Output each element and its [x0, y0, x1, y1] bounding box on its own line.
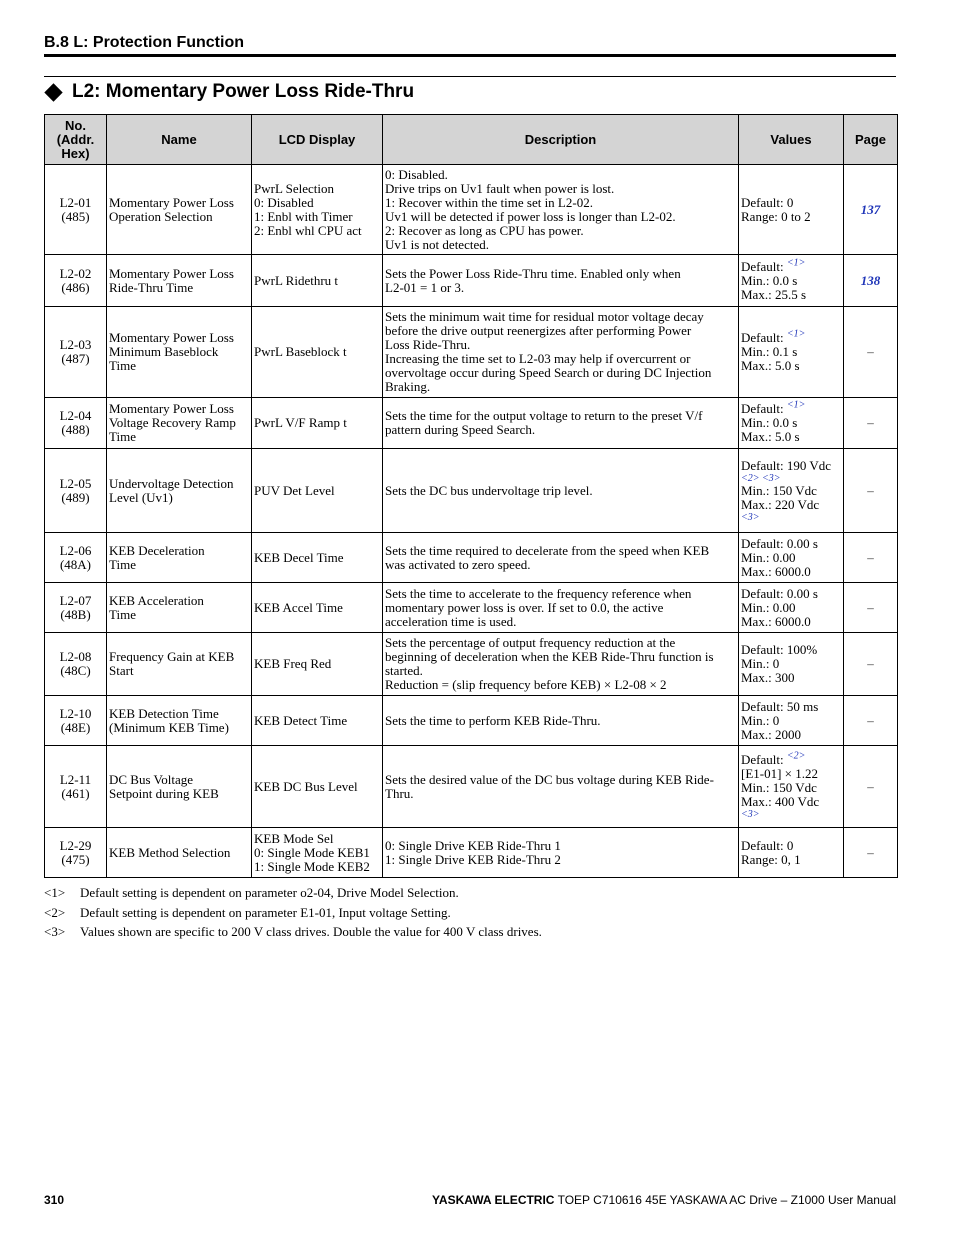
parameter-group-title	[44, 80, 414, 104]
values-text: Max.: 25.5 s	[741, 286, 806, 302]
param-name-line: Time	[109, 556, 136, 572]
values-text: Default: 190 Vdc	[741, 457, 832, 473]
page-reference	[844, 746, 898, 828]
page-number: 310	[44, 1193, 65, 1207]
lcd-display-line: 0: Single Mode KEB1	[254, 844, 370, 860]
param-number-line: L2-08	[59, 649, 92, 664]
values-line	[741, 700, 841, 714]
table-row	[45, 255, 898, 307]
param-number-line: (475)	[61, 851, 90, 867]
param-values	[739, 165, 844, 255]
values-line	[741, 196, 841, 210]
values-text: Min.: 0	[741, 712, 780, 728]
param-description-line: Braking.	[385, 379, 431, 394]
values-line	[741, 430, 841, 444]
param-number	[45, 307, 107, 398]
param-description	[383, 307, 739, 398]
lcd-display	[252, 696, 383, 746]
values-text: Max.: 400 Vdc	[741, 794, 820, 809]
param-values	[739, 746, 844, 828]
values-line	[741, 767, 841, 781]
values-text: Default: 50 ms	[741, 698, 819, 714]
footnote-mark: <1>	[44, 885, 66, 900]
table-row	[45, 398, 898, 449]
column-header-lcd: LCD Display	[252, 115, 383, 165]
values-text: Min.: 0.00	[741, 549, 796, 565]
param-name-line: (Minimum KEB Time)	[109, 719, 229, 735]
param-number-line: L2-05	[59, 475, 92, 491]
values-line	[741, 714, 841, 728]
param-description-line: Sets the minimum wait time for residual motor voltage decay	[385, 309, 704, 324]
table-body	[45, 165, 898, 878]
param-name-line: KEB Method Selection	[109, 844, 231, 860]
param-values	[739, 633, 844, 696]
param-description-line: Sets the DC bus undervoltage trip level.	[385, 482, 593, 498]
values-text: Max.: 2000	[741, 726, 801, 742]
param-description	[383, 165, 739, 255]
param-description-line: beginning of deceleration when the KEB Ride-Thru function is	[385, 649, 714, 664]
values-line	[741, 359, 841, 373]
values-text: Min.: 150 Vdc	[741, 780, 817, 795]
param-name	[107, 533, 252, 583]
param-values	[739, 583, 844, 633]
values-note-ref[interactable]: <1>	[786, 328, 806, 340]
param-number-line: L2-10	[59, 705, 92, 721]
values-line	[741, 643, 841, 657]
param-number-line: (486)	[61, 279, 90, 295]
param-name-line: Frequency Gain at KEB	[109, 649, 235, 664]
values-line	[741, 565, 841, 579]
param-values	[739, 255, 844, 307]
footnotes	[44, 883, 896, 942]
values-text: Min.: 0.0 s	[741, 272, 798, 288]
param-number-line: (48A)	[59, 556, 92, 572]
table-row	[45, 449, 898, 533]
values-line	[741, 345, 841, 359]
page-reference	[844, 307, 898, 398]
values-line	[741, 781, 841, 795]
lcd-display-line: PwrL Selection	[254, 180, 335, 196]
page-reference	[844, 533, 898, 583]
param-values	[739, 449, 844, 533]
param-name	[107, 165, 252, 255]
parameter-table	[44, 114, 898, 878]
lcd-display-line: 2: Enbl whl CPU act	[254, 222, 362, 238]
param-number-line: (48E)	[60, 719, 91, 735]
values-text: Default: 0.00 s	[741, 535, 818, 551]
note-text: <3>	[741, 511, 760, 523]
lcd-display	[252, 165, 383, 255]
page-reference[interactable]	[844, 165, 898, 255]
values-text: Max.: 220 Vdc	[741, 496, 820, 512]
param-description-line: Sets the time to accelerate to the frequency reference when	[385, 585, 692, 601]
title-text: L2: Momentary Power Loss Ride-Thru	[72, 81, 415, 102]
param-name	[107, 398, 252, 449]
table-row	[45, 633, 898, 696]
footnote-text: Default setting is dependent on parameter o2-04, Drive Model Selection.	[80, 885, 459, 900]
values-text: Max.: 6000.0	[741, 613, 811, 629]
table-row	[45, 583, 898, 633]
param-name-line: KEB Detection Time	[109, 705, 219, 721]
page-dash: –	[867, 599, 874, 615]
lcd-display	[252, 307, 383, 398]
values-line	[741, 210, 841, 224]
param-name	[107, 255, 252, 307]
param-name-line: Start	[109, 663, 134, 678]
table-row	[45, 307, 898, 398]
page-reference	[844, 449, 898, 533]
column-header-name: Name	[107, 115, 252, 165]
column-header-no: No. (Addr. Hex)	[45, 115, 107, 165]
values-line	[741, 484, 841, 498]
values-line	[741, 795, 841, 809]
values-text: Default:	[741, 401, 787, 416]
page-reference	[844, 696, 898, 746]
param-number-line: L2-04	[59, 408, 92, 423]
values-text: Min.: 0.00	[741, 599, 796, 615]
footnote-mark: <2>	[44, 904, 66, 920]
param-description-line: 1: Single Drive KEB Ride-Thru 2	[385, 851, 561, 867]
values-line	[741, 399, 841, 416]
param-name	[107, 583, 252, 633]
manual-reference	[432, 1193, 896, 1207]
page-dash: –	[867, 778, 874, 794]
param-description-line: Sets the time for the output voltage to return to the preset V/f	[385, 408, 703, 423]
param-number-line: L2-06	[59, 542, 92, 558]
param-description-line: L2-01 = 1 or 3.	[385, 279, 465, 295]
param-description-line: 1: Recover within the time set in L2-02.	[385, 194, 593, 210]
param-description-line: Uv1 is not detected.	[385, 236, 489, 252]
lcd-display-line: 1: Single Mode KEB2	[254, 858, 370, 874]
param-description-line: Sets the Power Loss Ride-Thru time. Enabled only when	[385, 265, 681, 281]
values-line	[741, 657, 841, 671]
param-number	[45, 633, 107, 696]
param-number-line: L2-01	[59, 194, 92, 210]
page-dash: –	[867, 656, 874, 671]
param-description-line: Increasing the time set to L2-03 may help if overcurrent or	[385, 351, 691, 366]
page-dash: –	[867, 344, 874, 359]
footnote-mark: <3>	[44, 924, 66, 939]
param-values	[739, 533, 844, 583]
values-text: Max.: 5.0 s	[741, 358, 800, 373]
lcd-display	[252, 398, 383, 449]
param-description-line: pattern during Speed Search.	[385, 422, 536, 437]
param-number-line: L2-03	[59, 337, 92, 352]
param-number	[45, 746, 107, 828]
param-values	[739, 828, 844, 878]
column-header-description: Description	[383, 115, 739, 165]
values-line	[741, 328, 841, 345]
param-description-line: was activated to zero speed.	[385, 556, 531, 572]
param-number-line: (485)	[61, 208, 90, 224]
param-values	[739, 398, 844, 449]
page-dash: –	[867, 549, 874, 565]
param-description-line: Sets the percentage of output frequency reduction at the	[385, 635, 676, 650]
values-line	[741, 587, 841, 601]
param-description-line: Thru.	[385, 785, 414, 801]
param-number-line: (489)	[61, 489, 90, 505]
page-dash: –	[867, 844, 874, 860]
values-line	[741, 274, 841, 288]
lcd-display-line: 1: Enbl with Timer	[254, 208, 353, 224]
table-row	[45, 696, 898, 746]
param-description	[383, 255, 739, 307]
values-line	[741, 416, 841, 430]
lcd-display-line: KEB DC Bus Level	[254, 778, 358, 794]
values-line	[741, 671, 841, 685]
values-line	[741, 728, 841, 742]
param-description-line: Sets the desired value of the DC bus voltage during KEB Ride-	[385, 771, 714, 787]
param-description-line: acceleration time is used.	[385, 613, 517, 629]
values-text: Min.: 0.0 s	[741, 415, 798, 430]
values-note-ref[interactable]: <1>	[786, 257, 806, 269]
lcd-display	[252, 828, 383, 878]
param-name-line: Level (Uv1)	[109, 489, 173, 505]
param-description-line: before the drive output reenergizes after performing Power	[385, 323, 692, 338]
note-text: <2> <3>	[741, 472, 781, 484]
values-text: Default:	[741, 258, 787, 274]
param-values	[739, 696, 844, 746]
param-number-line: L2-11	[59, 771, 92, 787]
values-text: Range: 0, 1	[741, 851, 801, 867]
page-footer	[44, 1193, 896, 1211]
values-line	[741, 853, 841, 867]
param-name-line: Minimum Baseblock	[109, 344, 219, 359]
footnote-3	[44, 922, 896, 942]
param-description	[383, 583, 739, 633]
param-name-line: Time	[109, 606, 136, 622]
footnote-text: Default setting is dependent on parameter E1-01, Input voltage Setting.	[80, 904, 451, 920]
param-description-line: 2: Recover as long as CPU has power.	[385, 222, 584, 238]
param-name-line: Voltage Recovery Ramp	[109, 415, 236, 430]
param-name-line: KEB Acceleration	[109, 592, 204, 608]
page-reference	[844, 583, 898, 633]
values-note-ref	[741, 512, 841, 523]
values-text: Range: 0 to 2	[741, 208, 811, 224]
lcd-display-line: PwrL Baseblock t	[254, 344, 347, 359]
lcd-display	[252, 583, 383, 633]
param-description	[383, 633, 739, 696]
footnote-2	[44, 903, 896, 923]
param-name	[107, 307, 252, 398]
table-header-row	[45, 115, 898, 165]
diamond-bullet-icon	[44, 83, 62, 101]
values-text: [E1-01] × 1.22	[741, 766, 819, 781]
column-header-page: Page	[844, 115, 898, 165]
param-number	[45, 449, 107, 533]
note-text: <3>	[741, 809, 760, 820]
page-link[interactable]: 138	[860, 272, 881, 288]
values-note-ref	[741, 809, 841, 820]
table-row	[45, 533, 898, 583]
lcd-display-line: KEB Mode Sel	[254, 830, 334, 846]
param-name	[107, 633, 252, 696]
page-reference	[844, 633, 898, 696]
values-text: Default:	[741, 330, 787, 345]
param-description-line: Drive trips on Uv1 fault when power is lost.	[385, 180, 615, 196]
page-dash: –	[867, 415, 874, 430]
footnote-1	[44, 883, 896, 903]
param-description	[383, 696, 739, 746]
param-description-line: Loss Ride-Thru.	[385, 337, 471, 352]
param-description-line: Uv1 will be detected if power loss is longer than L2-02.	[385, 208, 676, 224]
page-link[interactable]: 137	[860, 201, 881, 217]
lcd-display-line: PUV Det Level	[254, 482, 335, 498]
values-line	[741, 537, 841, 551]
values-line	[741, 459, 841, 473]
values-text: Default: 0	[741, 837, 794, 853]
column-header-values: Values	[739, 115, 844, 165]
values-text: Default:	[741, 752, 787, 767]
param-number	[45, 696, 107, 746]
param-description-line: 0: Disabled.	[385, 166, 448, 182]
lcd-display-line: PwrL V/F Ramp t	[254, 415, 347, 430]
lcd-display-line: KEB Freq Red	[254, 656, 332, 671]
param-number	[45, 398, 107, 449]
lcd-display	[252, 533, 383, 583]
param-name-line: Ride-Thru Time	[109, 279, 194, 295]
param-number-line: (461)	[61, 785, 90, 801]
section-header: B.8 L: Protection Function	[44, 34, 244, 51]
values-text: Default: 0	[741, 194, 794, 210]
page-dash: –	[867, 482, 874, 498]
lcd-display-line: 0: Disabled	[254, 194, 314, 210]
values-line	[741, 288, 841, 302]
param-name-line: Momentary Power Loss	[109, 194, 234, 210]
param-name-line: Operation Selection	[109, 208, 213, 224]
values-line	[741, 750, 841, 767]
param-name-line: Momentary Power Loss	[109, 401, 234, 416]
param-number	[45, 533, 107, 583]
values-line	[741, 257, 841, 274]
lcd-display-line: PwrL Ridethru t	[254, 272, 339, 288]
param-description	[383, 449, 739, 533]
values-note-ref[interactable]: <2>	[786, 750, 806, 762]
param-description	[383, 746, 739, 828]
param-description-line: overvoltage occur during Speed Search or during DC Injection	[385, 365, 712, 380]
param-number-line: L2-02	[59, 265, 92, 281]
table-row	[45, 828, 898, 878]
values-text: Max.: 5.0 s	[741, 429, 800, 444]
page-dash: –	[867, 712, 874, 728]
values-text: Min.: 0.1 s	[741, 344, 798, 359]
values-text: Max.: 300	[741, 670, 795, 685]
param-number-line: (487)	[61, 351, 90, 366]
lcd-display-line: KEB Accel Time	[254, 599, 343, 615]
values-line	[741, 615, 841, 629]
param-number-line: (48C)	[60, 663, 91, 678]
param-description-line: Sets the time to perform KEB Ride-Thru.	[385, 712, 601, 728]
param-name	[107, 746, 252, 828]
param-number	[45, 828, 107, 878]
header-rule-thin	[44, 76, 896, 77]
values-note-ref[interactable]: <1>	[786, 399, 806, 411]
param-description-line: started.	[385, 663, 423, 678]
lcd-display	[252, 746, 383, 828]
param-description	[383, 398, 739, 449]
param-name	[107, 449, 252, 533]
lcd-display-line: KEB Decel Time	[254, 549, 344, 565]
values-line	[741, 839, 841, 853]
param-name-line: Time	[109, 429, 136, 444]
param-number	[45, 165, 107, 255]
lcd-display	[252, 633, 383, 696]
param-description	[383, 533, 739, 583]
values-text: Min.: 150 Vdc	[741, 482, 817, 498]
param-description-line: 0: Single Drive KEB Ride-Thru 1	[385, 837, 561, 853]
page-reference	[844, 398, 898, 449]
param-description	[383, 828, 739, 878]
param-name	[107, 696, 252, 746]
param-name-line: Undervoltage Detection	[109, 475, 234, 491]
values-line	[741, 551, 841, 565]
param-description-line: Sets the time required to decelerate from the speed when KEB	[385, 542, 710, 558]
values-text: Default: 0.00 s	[741, 585, 818, 601]
param-number	[45, 583, 107, 633]
values-text: Min.: 0	[741, 656, 780, 671]
param-number	[45, 255, 107, 307]
param-description-line: momentary power loss is over. If set to 0.0, the active	[385, 599, 664, 615]
param-name-line: DC Bus Voltage	[109, 771, 194, 787]
param-name	[107, 828, 252, 878]
param-name-line: Setpoint during KEB	[109, 785, 219, 801]
footnote-text: Values shown are specific to 200 V class drives. Double the value for 400 V class drives.	[80, 924, 542, 939]
param-number-line: (488)	[61, 422, 90, 437]
param-name-line: Time	[109, 358, 136, 373]
param-name-line: Momentary Power Loss	[109, 330, 234, 345]
values-text: Max.: 6000.0	[741, 563, 811, 579]
company-name: YASKAWA ELECTRIC	[432, 1193, 555, 1207]
lcd-display	[252, 255, 383, 307]
values-line	[741, 601, 841, 615]
param-name-line: Momentary Power Loss	[109, 265, 234, 281]
lcd-display-line: KEB Detect Time	[254, 712, 348, 728]
table-row	[45, 165, 898, 255]
param-description-line: Reduction = (slip frequency before KEB) × L2-08 × 2	[385, 677, 667, 692]
page-reference	[844, 828, 898, 878]
page-reference[interactable]	[844, 255, 898, 307]
param-number-line: (48B)	[60, 606, 91, 622]
param-values	[739, 307, 844, 398]
values-text: Default: 100%	[741, 642, 818, 657]
param-name-line: KEB Deceleration	[109, 542, 205, 558]
param-number-line: L2-07	[59, 592, 92, 608]
table-row	[45, 746, 898, 828]
values-line	[741, 498, 841, 512]
lcd-display	[252, 449, 383, 533]
param-number-line: L2-29	[59, 837, 92, 853]
header-rule	[44, 54, 896, 57]
manual-title: TOEP C710616 45E YASKAWA AC Drive – Z1000 User Manual	[554, 1193, 896, 1207]
